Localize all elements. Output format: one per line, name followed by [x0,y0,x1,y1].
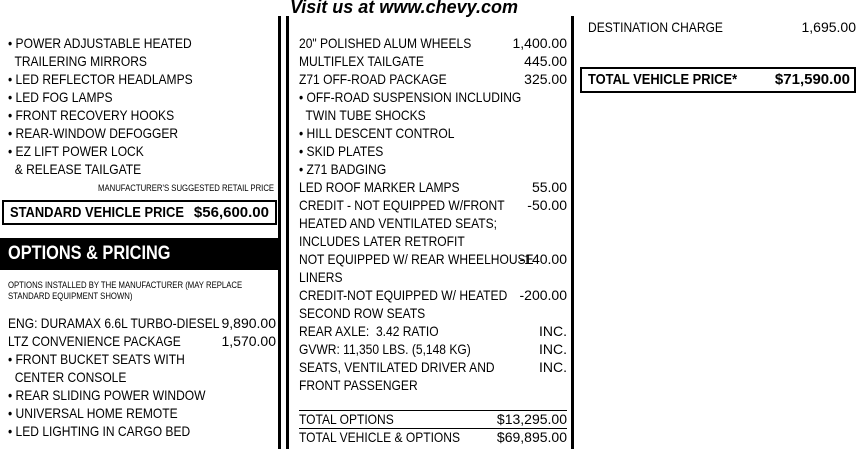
line-item-label: ENG: DURAMAX 6.6L TURBO-DIESEL [8,315,220,331]
line-item-label: NOT EQUIPPED W/ REAR WHEELHOUSE [299,251,534,267]
total-options-value: $13,295.00 [496,411,567,427]
line-item [8,332,276,350]
line-item [8,404,276,422]
line-item [8,160,270,178]
line-item-label: • REAR SLIDING POWER WINDOW [8,387,206,403]
line-item [8,386,276,404]
destination-charge-label: DESTINATION CHARGE [588,19,723,35]
msrp-caption: MANUFACTURER'S SUGGESTED RETAIL PRICE [98,183,275,193]
options-note-line-1: OPTIONS INSTALLED BY THE MANUFACTURER (MAY REPLACE [8,280,243,290]
line-item-price: -140.00 [519,251,567,267]
line-item-label: INCLUDES LATER RETROFIT [299,233,465,249]
options-note [8,280,280,302]
line-item-label: 20" POLISHED ALUM WHEELS [299,35,472,51]
line-item-label: • OFF-ROAD SUSPENSION INCLUDING [299,89,522,105]
line-item-label: GVWR: 11,350 LBS. (5,148 KG) [299,341,471,357]
line-item [299,88,567,106]
line-item-label: • POWER ADJUSTABLE HEATED [8,35,192,51]
total-vehicle-price-value: $71,590.00 [774,71,850,88]
line-item [299,340,567,358]
line-item-price: 325.00 [524,71,567,87]
line-item [8,350,276,368]
line-item-price: INC. [539,359,567,375]
line-item-label: SECOND ROW SEATS [299,305,426,321]
line-item-label: • FRONT BUCKET SEATS WITH [8,351,185,367]
line-item [299,124,567,142]
total-vehicle-options-label: TOTAL VEHICLE & OPTIONS [299,429,461,445]
line-item [8,88,270,106]
total-options-row [299,410,567,428]
options-pricing-title: OPTIONS & PRICING [8,243,171,264]
line-item [8,52,270,70]
line-item-label: HEATED AND VENTILATED SEATS; [299,215,498,231]
line-item [299,34,567,52]
line-item [299,106,567,124]
line-item-label: TRAILERING MIRRORS [8,53,147,69]
line-item-price: 1,570.00 [221,333,276,349]
line-item-label: • HILL DESCENT CONTROL [299,125,455,141]
line-item-label: CENTER CONSOLE [8,369,127,385]
line-item-label: • Z71 BADGING [299,161,387,177]
line-item [299,70,567,88]
line-item-price: 445.00 [524,53,567,69]
line-item-label: Z71 OFF-ROAD PACKAGE [299,71,447,87]
line-item [299,304,567,322]
line-item [299,250,567,268]
line-item [8,70,270,88]
line-item [8,422,276,440]
line-item-label: LINERS [299,269,343,285]
line-item-label: SEATS, VENTILATED DRIVER AND [299,359,495,375]
line-item [8,34,270,52]
line-item [299,196,567,214]
line-item [299,178,567,196]
total-vehicle-price-box [580,67,856,93]
destination-charge-value: 1,695.00 [801,19,856,35]
line-item-label: FRONT PASSENGER [299,377,418,393]
line-item-label: MULTIFLEX TAILGATE [299,53,424,69]
line-item [299,286,567,304]
line-item-price: 9,890.00 [221,315,276,331]
total-vehicle-options-value: $69,895.00 [496,429,567,445]
options-column-2 [286,16,574,449]
line-item-price: INC. [539,323,567,339]
line-item-label: • UNIVERSAL HOME REMOTE [8,405,178,421]
line-item [8,368,276,386]
line-item [299,160,567,178]
line-item-price: INC. [539,341,567,357]
total-options-label: TOTAL OPTIONS [299,411,394,427]
total-vehicle-options-row [299,428,567,446]
website-header: Visit us at www.chevy.com [289,0,519,17]
line-item [8,124,270,142]
line-item-price: 55.00 [531,179,567,195]
line-item-label: • REAR-WINDOW DEFOGGER [8,125,179,141]
line-item-label: LED ROOF MARKER LAMPS [299,179,460,195]
line-item [8,142,270,160]
line-item-label: • LED REFLECTOR HEADLAMPS [8,71,193,87]
line-item [299,358,567,376]
line-item [299,52,567,70]
options-pricing-banner [0,238,278,270]
line-item-label: • EZ LIFT POWER LOCK [8,143,144,159]
line-item-label: • SKID PLATES [299,143,384,159]
total-vehicle-price-label: TOTAL VEHICLE PRICE* [588,71,738,88]
line-item-label: TWIN TUBE SHOCKS [299,107,426,123]
destination-charge-row [588,18,856,36]
line-item-label: • LED LIGHTING IN CARGO BED [8,423,191,439]
line-item-price: -200.00 [519,287,567,303]
line-item [299,214,567,232]
standard-price-value: $56,600.00 [193,204,269,221]
standard-equipment-column [0,16,281,449]
line-item-label: • LED FOG LAMPS [8,89,113,105]
options-note-line-2: STANDARD EQUIPMENT SHOWN) [8,291,133,301]
line-item [299,376,567,394]
standard-price-label: STANDARD VEHICLE PRICE [10,204,184,221]
line-item [299,232,567,250]
line-item [8,314,276,332]
line-item [299,322,567,340]
line-item-price: 1,400.00 [512,35,567,51]
line-item-label: LTZ CONVENIENCE PACKAGE [8,333,181,349]
line-item [8,106,270,124]
line-item-label: • FRONT RECOVERY HOOKS [8,107,175,123]
standard-price-box [2,200,277,225]
line-item-label: & RELEASE TAILGATE [8,161,142,177]
line-item-label: REAR AXLE: 3.42 RATIO [299,323,439,339]
line-item-label: CREDIT-NOT EQUIPPED W/ HEATED [299,287,508,303]
line-item [299,268,567,286]
line-item-label: CREDIT - NOT EQUIPPED W/FRONT [299,197,505,213]
line-item-price: -50.00 [527,197,567,213]
line-item [299,142,567,160]
